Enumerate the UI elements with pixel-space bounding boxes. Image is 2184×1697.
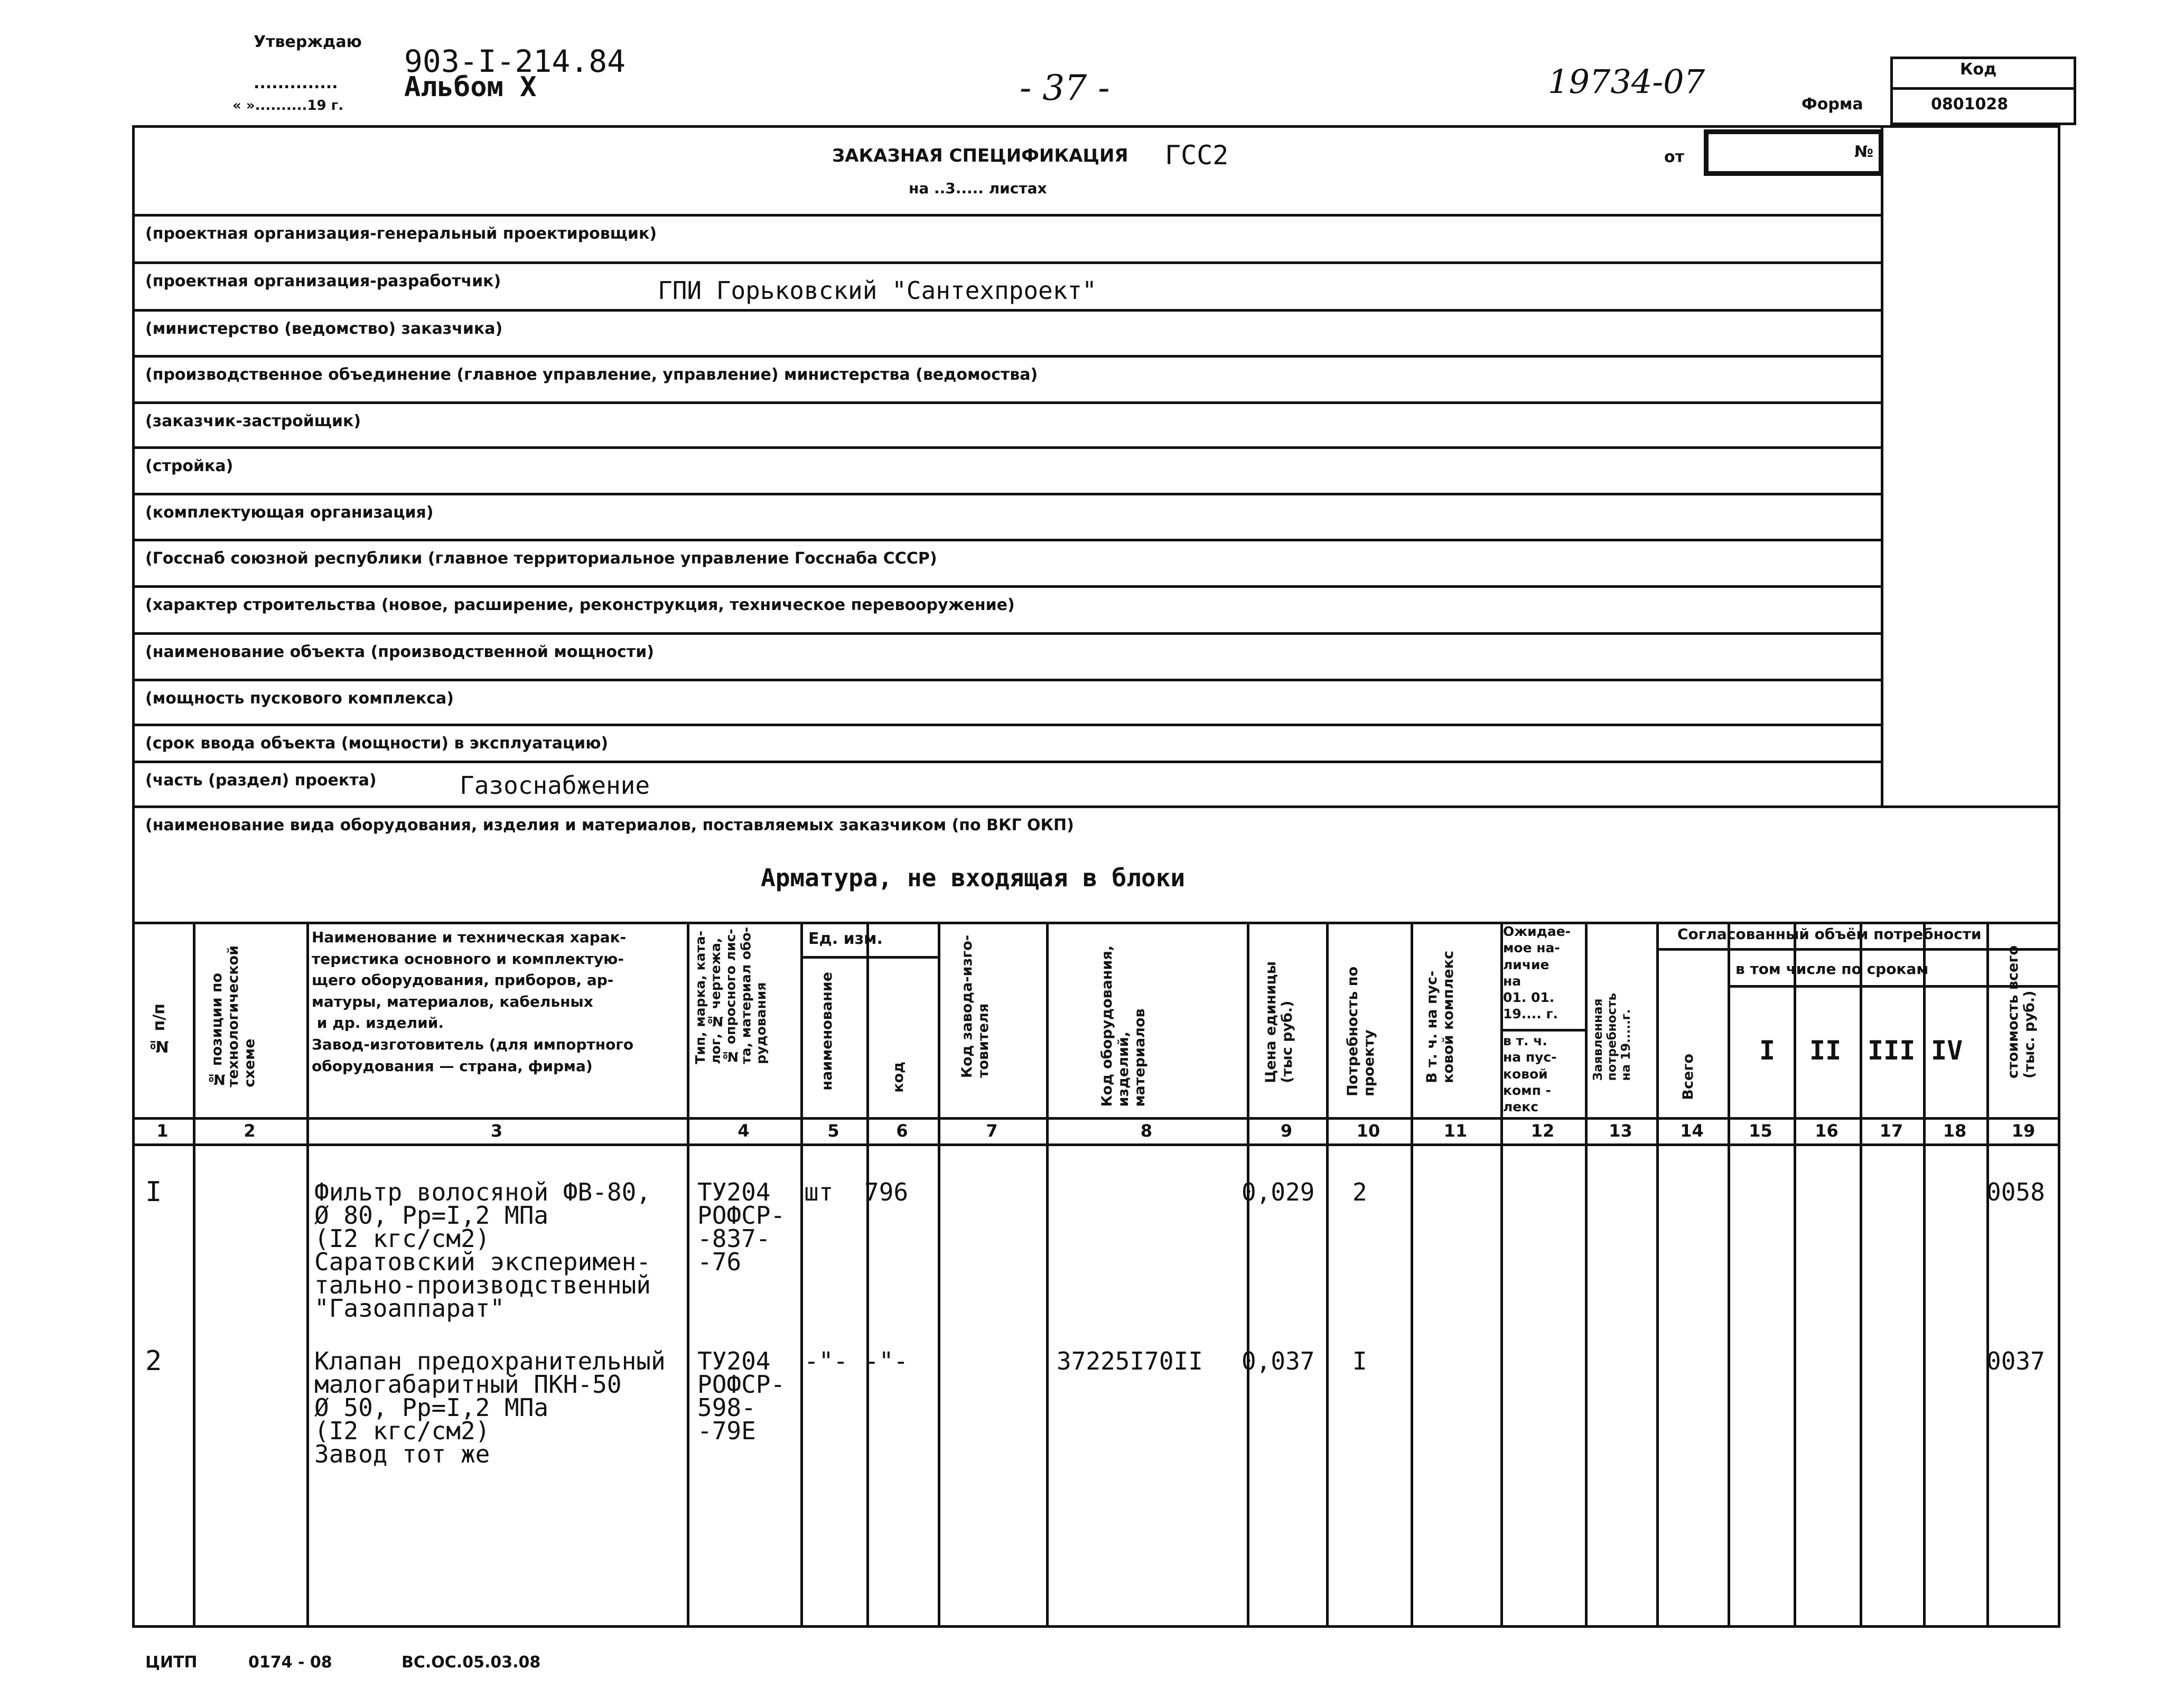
col-header-12b: в т. ч. на пус- ковой комп - лекс: [1503, 1033, 1557, 1114]
col-header-6: код: [890, 1062, 907, 1093]
column-number: 7: [986, 1121, 998, 1141]
row-top-line: [132, 214, 1883, 217]
col-header-19: стоимость всего (тыс. руб.): [2005, 945, 2038, 1079]
column-number: 18: [1943, 1121, 1967, 1141]
row-top-line: [132, 724, 1883, 726]
field-label: (комплектующая организация): [145, 503, 434, 522]
item-unit-code: 796: [864, 1178, 909, 1206]
row-top-line: [132, 585, 1883, 588]
spec-code: ГСС2: [1165, 140, 1229, 171]
column-number: 10: [1356, 1121, 1380, 1141]
column-divider: [306, 922, 309, 1627]
col-header-11: В т. ч. на пус- ковой комплекс: [1424, 951, 1457, 1083]
item-type: ТУ204 РОФСР- 598- -79Е: [697, 1347, 786, 1445]
approval-dots: ..............: [254, 74, 338, 92]
item-need: 2: [1352, 1178, 1367, 1206]
period-group-header: в том числе по срокам: [1735, 960, 1929, 978]
field-label: (заказчик-застройщик): [145, 412, 361, 430]
column-divider: [938, 922, 940, 1627]
album-label: Альбом X: [404, 71, 537, 103]
field-label: (часть (раздел) проекта): [145, 771, 377, 790]
column-number: 5: [827, 1121, 839, 1141]
column-number: 12: [1530, 1121, 1555, 1141]
spec-title-text: ЗАКАЗНАЯ СПЕЦИФИКАЦИЯ: [832, 145, 1128, 166]
col-header-9: Цена единицы (тыс руб.): [1263, 961, 1296, 1083]
approval-label: Утверждаю: [254, 33, 362, 51]
column-divider: [1411, 922, 1413, 1627]
item-name: Клапан предохранительный малогабаритный ПКН-50 Ø 50, Рр=I,2 МПа (I2 кгс/см2) Завод тот же: [314, 1347, 666, 1468]
column-number: 6: [896, 1121, 908, 1141]
item-unit-name: шт: [804, 1178, 834, 1206]
code-label: Код: [1960, 60, 1997, 79]
row-top-line: [132, 355, 1883, 358]
column-divider: [1860, 922, 1862, 1627]
col-header-14: Всего: [1680, 1054, 1696, 1100]
row-top-line: [132, 761, 1883, 763]
item-equipment-code: 37225I70II: [1057, 1347, 1203, 1375]
column-divider: [1986, 922, 1989, 1627]
col-header-1: № п/п: [150, 1004, 169, 1055]
item-cost: 0058: [1986, 1178, 2045, 1206]
column-divider: [1326, 922, 1329, 1627]
field-label: (срок ввода объекта (мощности) в эксплуатацию): [145, 734, 609, 753]
forma-value: 0801028: [1931, 95, 2009, 114]
item-price: 0,029: [1242, 1178, 1315, 1206]
column-number: 11: [1443, 1121, 1468, 1141]
column-number: 9: [1280, 1121, 1293, 1141]
page-number: - 37 -: [1020, 68, 1110, 108]
item-cost: 0037: [1986, 1347, 2045, 1375]
item-name: Фильтр волосяной ФВ-80, Ø 80, Рр=I,2 МПа (I2 кгс/см2) Саратовский эксперимен- тально-производственный "Газоаппарат": [314, 1178, 651, 1323]
row-top-line: [132, 261, 1883, 264]
col-header-8: Код оборудования, изделий, материалов: [1099, 945, 1149, 1107]
column-divider: [800, 922, 803, 1627]
column-divider: [193, 922, 195, 1627]
column-divider: [1728, 922, 1730, 1627]
col-header-17: III: [1868, 1035, 1916, 1066]
column-number: 3: [490, 1121, 503, 1141]
project-code: 903-I-214.84: [404, 43, 626, 79]
item-unit-code: -"-: [864, 1347, 909, 1375]
field-label: (стройка): [145, 457, 234, 475]
column-divider: [1794, 922, 1796, 1627]
field-label: (министерство (ведомство) заказчика): [145, 320, 503, 338]
column-number: 2: [244, 1121, 256, 1141]
field-label: (производственное объединение (главное управление, управление) министерства (ведомоства): [145, 365, 1038, 384]
column-divider: [1500, 922, 1503, 1627]
col-header-7: Код завода-изго- товителя: [959, 935, 992, 1079]
agreed-group-header: Согласованный объём потребности: [1677, 925, 1982, 943]
from-label: от: [1664, 148, 1684, 166]
column-number: 19: [2011, 1121, 2036, 1141]
sheets-count: на ..3..... листах: [909, 180, 1047, 197]
number-label: №: [1854, 143, 1874, 161]
col-header-15: I: [1759, 1035, 1776, 1066]
forma-label: Форма: [1802, 95, 1863, 114]
field-label: (характер строительства (новое, расширение, реконструкция, техническое перевооружение): [145, 596, 1015, 614]
column-number: 17: [1879, 1121, 1903, 1141]
row-top-line: [132, 401, 1883, 404]
field-label: (наименование объекта (производственной мощности): [145, 643, 654, 661]
field-label: (проектная организация-разработчик): [145, 272, 501, 290]
column-number: 4: [738, 1121, 750, 1141]
field-label: (проектная организация-генеральный проектировщик): [145, 224, 657, 243]
equipment-label: (наименование вида оборудования, изделия и материалов, поставляемых заказчиком (по ВКГ ОКП): [145, 816, 1074, 835]
unit-group-header: Ед. изм.: [808, 930, 883, 948]
field-value: ГПИ Горьковский "Сантехпроект": [658, 276, 1097, 305]
column-divider: [1585, 922, 1588, 1627]
column-number: 14: [1680, 1121, 1704, 1141]
item-number: I: [145, 1176, 162, 1208]
field-value: Газоснабжение: [460, 771, 650, 800]
column-divider: [1247, 922, 1249, 1627]
field-label: (мощность пускового комплекса): [145, 689, 454, 708]
col-header-3: Наименование и техническая харак- теристика основного и комплектую- щего оборудования, приборов, ар- матуры, материалов, кабельных и др. изделий. Завод-изготовитель (для импортного оборудования — страна, фирма): [312, 929, 634, 1075]
item-unit-name: -"-: [804, 1347, 848, 1375]
column-divider: [1923, 922, 1926, 1627]
column-number: 16: [1815, 1121, 1838, 1141]
col-header-4: Тип, марка, ката- лог, № чертежа, № опросного лис- та, материал обо- рудования: [693, 927, 769, 1064]
column-number: 13: [1609, 1121, 1632, 1141]
footer-code: ВС.ОС.05.03.08: [402, 1653, 541, 1672]
col-header-13: Заявленная потребность на 19.....г.: [1591, 993, 1633, 1081]
column-divider: [1656, 922, 1659, 1627]
row-top-line: [132, 679, 1883, 681]
footer-num: 0174 - 08: [248, 1653, 332, 1672]
col-header-2: № позиции по технологической схеме: [209, 945, 258, 1087]
row-top-line: [132, 539, 1883, 541]
col-header-5: наименование: [819, 972, 835, 1091]
equipment-value: Арматура, не входящая в блоки: [761, 864, 1186, 892]
footer-org: ЦИТП: [145, 1653, 198, 1672]
column-divider: [1046, 922, 1049, 1627]
item-type: ТУ204 РОФСР- -837- -76: [697, 1178, 786, 1276]
approval-date: « »..........19 г.: [232, 98, 344, 114]
column-divider: [687, 922, 689, 1627]
field-label: (Госснаб союзной республики (главное территориальное управление Госснаба СССР): [145, 549, 937, 568]
col-header-18: IV: [1931, 1035, 1963, 1066]
column-number: 1: [156, 1121, 169, 1141]
item-price: 0,037: [1242, 1347, 1315, 1375]
col-header-10: Потребность по проекту: [1345, 967, 1378, 1096]
column-number: 8: [1140, 1121, 1153, 1141]
column-number: 15: [1749, 1121, 1772, 1141]
spec-title: [832, 145, 1128, 166]
row-top-line: [132, 446, 1883, 449]
column-divider: [866, 922, 869, 1627]
row-top-line: [132, 632, 1883, 635]
doc-number: 19734-07: [1548, 62, 1705, 101]
row-top-line: [132, 309, 1883, 312]
item-number: 2: [145, 1345, 162, 1377]
item-need: I: [1352, 1347, 1367, 1375]
col-header-16: II: [1809, 1035, 1842, 1066]
row-top-line: [132, 493, 1883, 495]
col-header-12: Ожидае- мое на- личие на 01. 01. 19.... г.: [1503, 924, 1571, 1022]
